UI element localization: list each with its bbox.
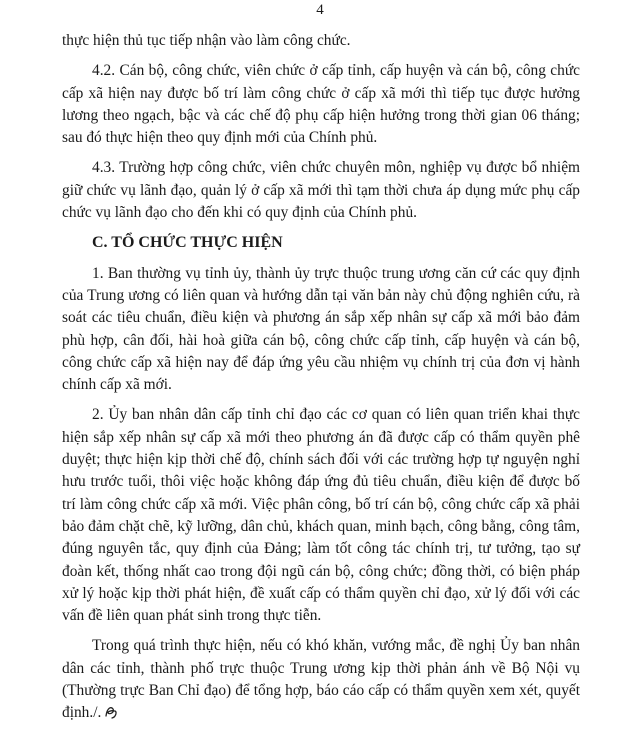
page-number: 4 — [316, 2, 324, 18]
paragraph-c-1: 1. Ban thường vụ tỉnh ủy, thành ủy trực thuộc trung ương căn cứ các quy định của Trung ương có liên quan và hướng dẫn tại văn bản này chủ động nghiên cứu, rà soát các tiêu chuẩn, điều kiện và phương án sắp xếp nhân sự cấp xã mới bảo đảm phù hợp, cân đối, hài hoà giữa cán bộ, công chức cấp tỉnh, cấp huyện và cán bộ, công chức cấp xã hiện nay để đáp ứng yêu cầu nhiệm vụ chính trị của đơn vị hành chính cấp xã mới. — [62, 264, 580, 394]
section-heading-c: C. TỔ CHỨC THỰC HIỆN — [92, 234, 283, 252]
signature-icon — [103, 704, 119, 720]
paragraph-continuation: thực hiện thủ tục tiếp nhận vào làm công chức. — [62, 32, 351, 49]
paragraph-c-2: 2. Ủy ban nhân dân cấp tỉnh chỉ đạo các cơ quan có liên quan triển khai thực hiện sắp xếp nhân sự cấp xã mới theo phương án đã được cấp có thẩm quyền phê duyệt; thực hiện kịp thời chế độ, chính sách đối với các trường hợp tự nguyện nghỉ hưu trước tuổi, thôi việc hoặc không đáp ứng đủ tiêu chuẩn, điều kiện để được bố trí làm công chức cấp xã mới. Việc phân công, bố trí cán bộ, công chức cấp xã phải bảo đảm chặt chẽ, kỹ lưỡng, dân chủ, khách quan, minh bạch, công bằng, công tâm, đúng nguyên tắc, quy định của Đảng; làm tốt công tác chính trị, tư tưởng, tạo sự đoàn kết, thống nhất cao trong đội ngũ cán bộ, công chức; đồng thời, có biện pháp xử lý hoặc kịp thời phát hiện, đề xuất cấp có thẩm quyền chỉ đạo, xử lý đối với các vấn đề liên quan phát sinh trong thực tiễn. — [62, 406, 580, 625]
closing-text: Trong quá trình thực hiện, nếu có khó khăn, vướng mắc, đề nghị Ủy ban nhân dân các tỉnh, thành phố trực thuộc Trung ương kịp thời phản ánh về Bộ Nội vụ (Thường trực Ban Chỉ đạo) để tổng hợp, báo cáo cấp có thẩm quyền xem xét, quyết định./. — [62, 637, 580, 722]
paragraph-closing — [62, 635, 580, 724]
document-body — [62, 30, 580, 733]
paragraph-4-2: 4.2. Cán bộ, công chức, viên chức ở cấp tỉnh, cấp huyện và cán bộ, công chức cấp xã hiện nay được bố trí làm công chức ở cấp xã mới thì tiếp tục được hưởng lương theo ngạch, bậc và các chế độ phụ cấp hiện hưởng trong thời gian 06 tháng; sau đó thực hiện theo quy định mới của Chính phủ. — [62, 62, 580, 147]
paragraph-4-3: 4.3. Trường hợp công chức, viên chức chuyên môn, nghiệp vụ được bổ nhiệm giữ chức vụ lãnh đạo, quản lý ở cấp xã mới thì tạm thời chưa áp dụng mức phụ cấp chức vụ lãnh đạo cho đến khi có quy định của Chính phủ. — [62, 159, 580, 222]
